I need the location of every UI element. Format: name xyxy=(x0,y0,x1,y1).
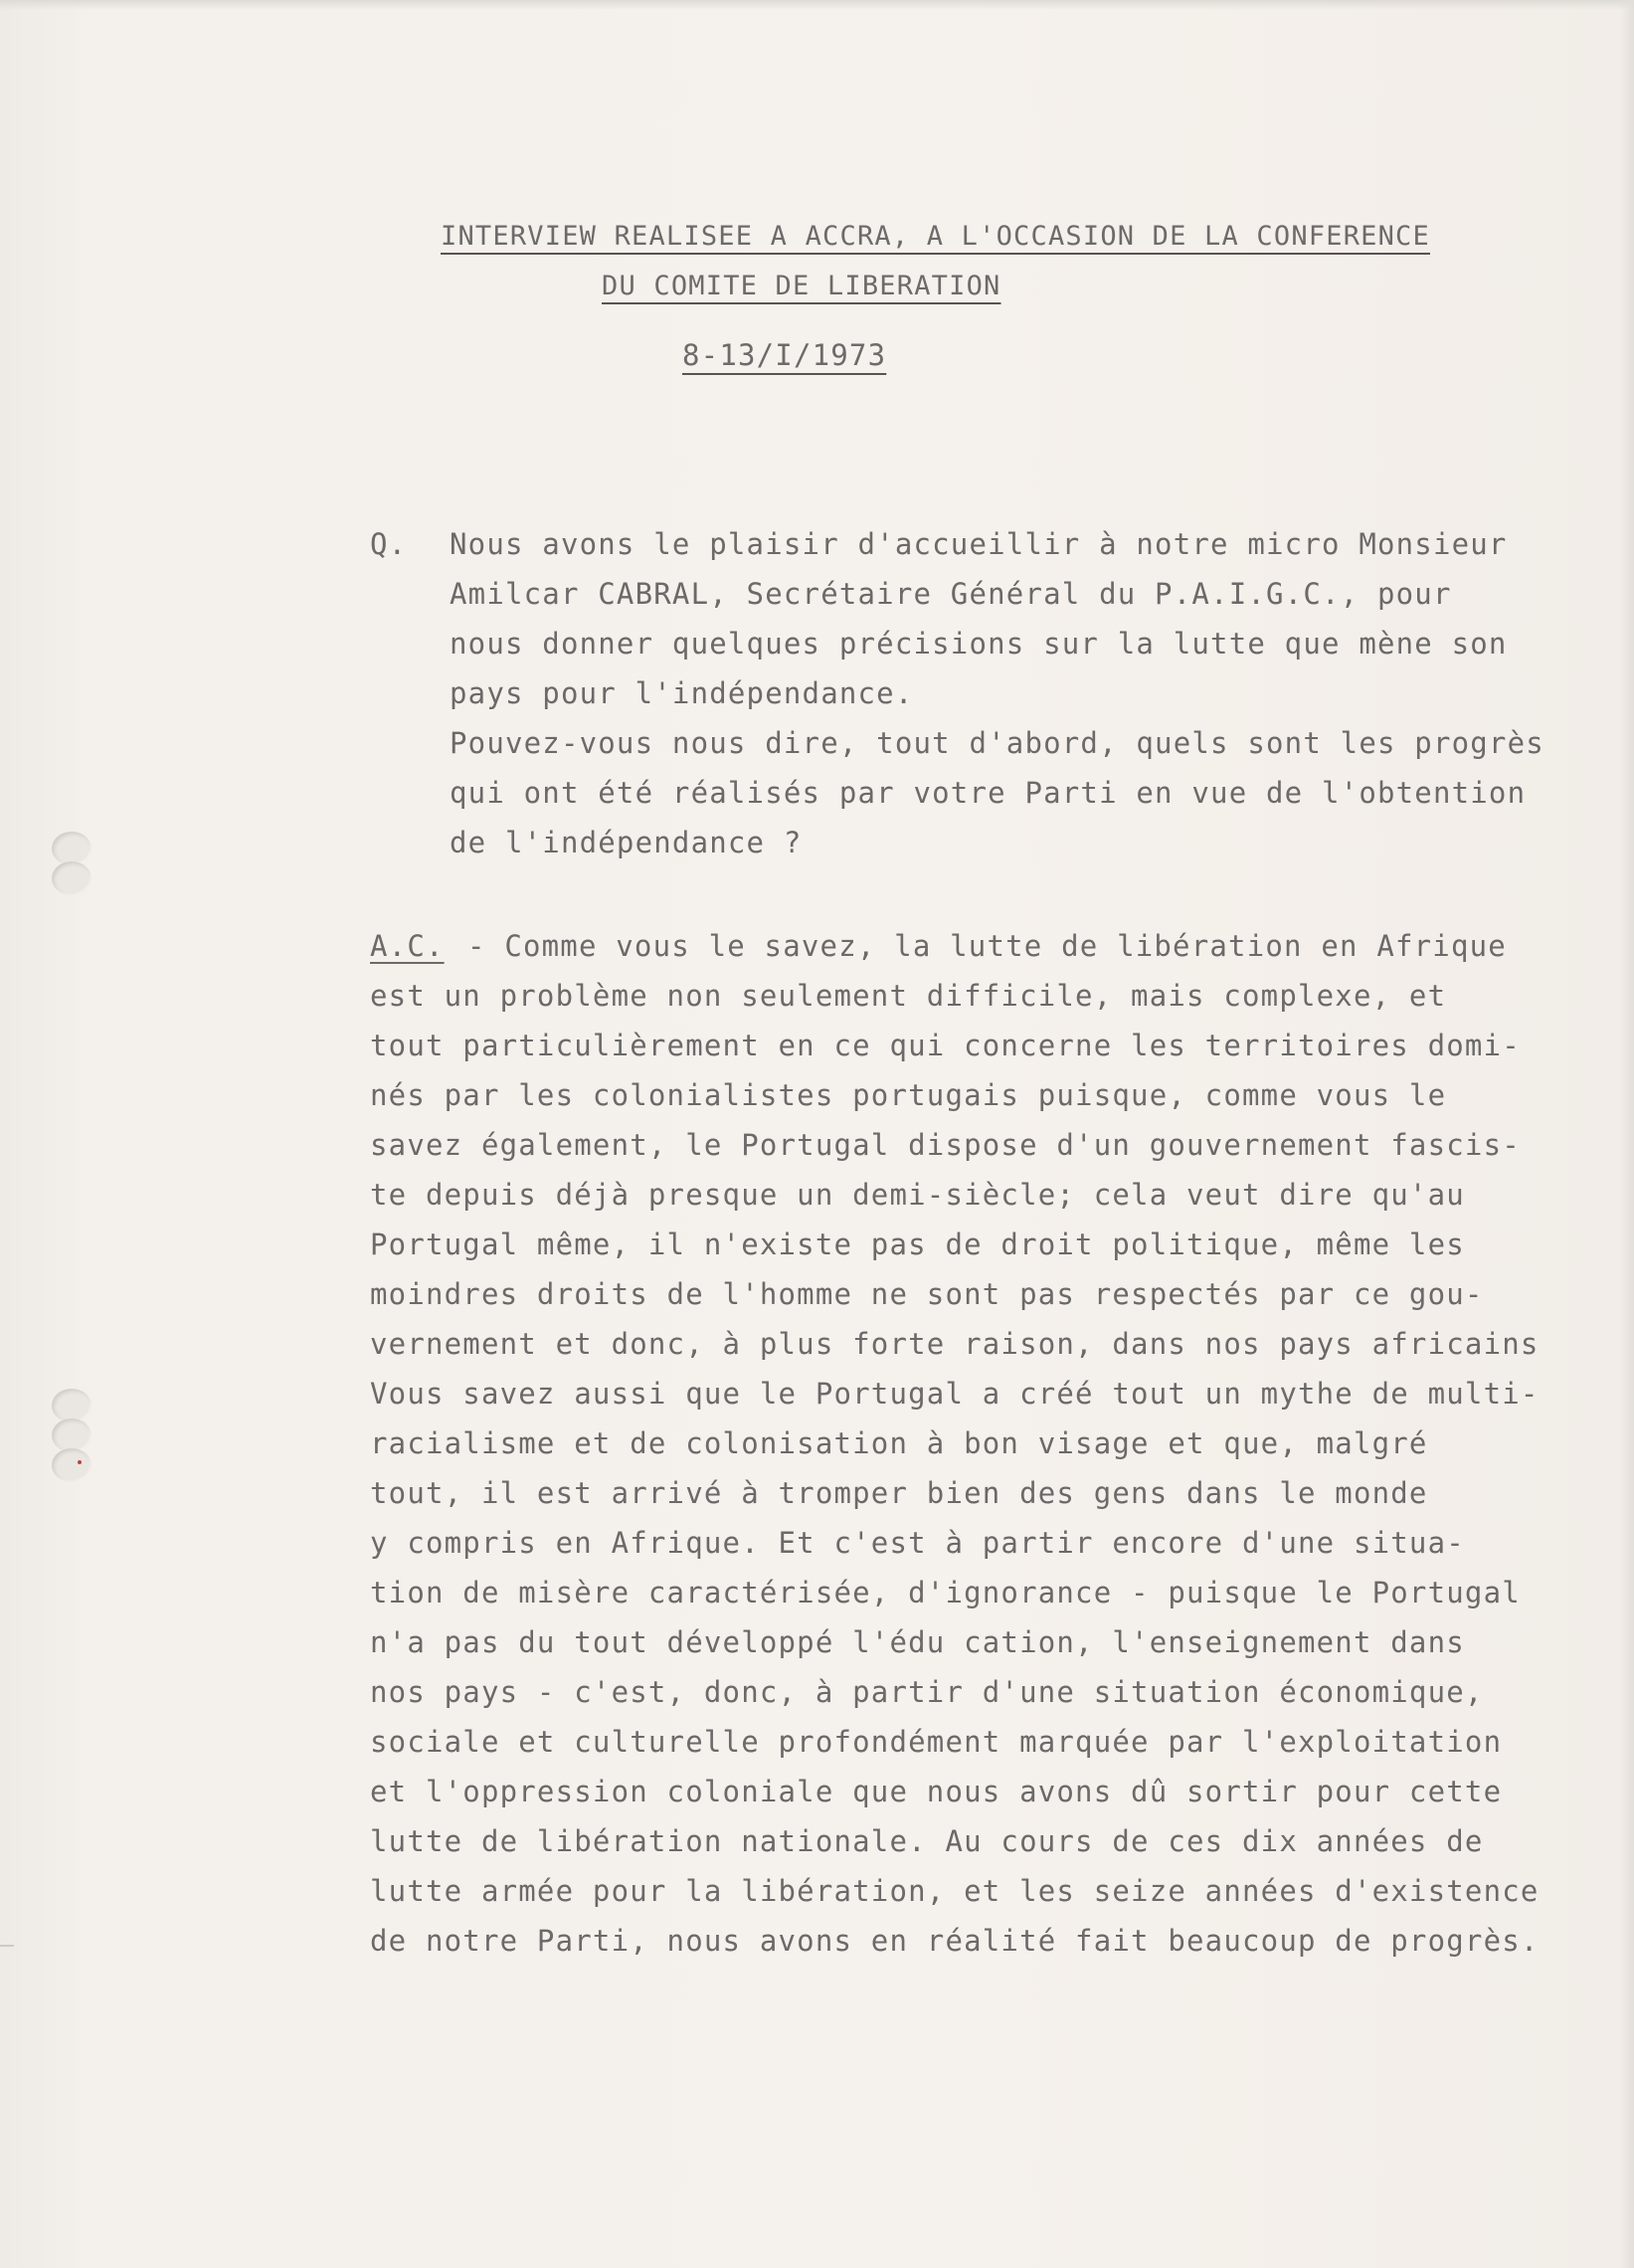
answer-line: est un problème non seulement difficile, mais complexe, et xyxy=(370,979,1447,1013)
red-ink-dot xyxy=(78,1460,82,1464)
answer-line: Vous savez aussi que le Portugal a créé tout un mythe de multi- xyxy=(370,1377,1540,1411)
punch-hole-3 xyxy=(52,1389,91,1422)
question-text xyxy=(450,527,1544,875)
answer-line: tout particulièrement en ce qui concerne les territoires domi- xyxy=(370,1029,1521,1062)
document-title-line-1: INTERVIEW REALISEE A ACCRA, A L'OCCASION DE LA CONFERENCE xyxy=(441,221,1430,252)
document-title-line-2: DU COMITE DE LIBERATION xyxy=(602,271,1001,301)
answer-line: moindres droits de l'homme ne sont pas respectés par ce gou- xyxy=(370,1277,1484,1311)
answer-line: et l'oppression coloniale que nous avons dû sortir pour cette xyxy=(370,1775,1503,1808)
answer-line: racialisme et de colonisation à bon visage et que, malgré xyxy=(370,1426,1428,1460)
answer-line: sociale et culturelle profondément marquée par l'exploitation xyxy=(370,1725,1503,1759)
answer-line: y compris en Afrique. Et c'est à partir encore d'une situa- xyxy=(370,1526,1465,1560)
answer-line: lutte de libération nationale. Au cours de ces dix années de xyxy=(370,1824,1484,1858)
answer-line: Portugal même, il n'existe pas de droit politique, même les xyxy=(370,1228,1465,1261)
answer-first-line: - Comme vous le savez, la lutte de libération en Afrique xyxy=(467,929,1507,963)
punch-hole-1 xyxy=(52,832,91,865)
question-line: Pouvez-vous nous dire, tout d'abord, quels sont les progrès xyxy=(450,726,1544,760)
answer-line: de notre Parti, nous avons en réalité fait beaucoup de progrès. xyxy=(370,1924,1540,1958)
answer-line: lutte armée pour la libération, et les seize années d'existence xyxy=(370,1874,1540,1908)
paper-top-shadow xyxy=(0,0,1634,10)
question-line: qui ont été réalisés par votre Parti en vue de l'obtention xyxy=(450,776,1527,810)
answer-line: te depuis déjà presque un demi-siècle; cela veut dire qu'au xyxy=(370,1178,1465,1212)
answer-line: nos pays - c'est, donc, à partir d'une situation économique, xyxy=(370,1675,1484,1709)
margin-mark xyxy=(0,1945,14,1947)
punch-hole-4 xyxy=(52,1418,91,1452)
document-date: 8-13/I/1973 xyxy=(682,338,887,372)
punch-hole-2 xyxy=(52,861,91,895)
question-line: Amilcar CABRAL, Secrétaire Général du P.A.I.G.C., pour xyxy=(450,577,1452,611)
answer-label: A.C. xyxy=(370,929,445,963)
answer-line: tion de misère caractérisée, d'ignorance - puisque le Portugal xyxy=(370,1576,1521,1609)
answer-line: n'a pas du tout développé l'édu cation, l'enseignement dans xyxy=(370,1625,1465,1659)
question-line: Nous avons le plaisir d'accueillir à notre micro Monsieur xyxy=(450,527,1508,561)
question-line: pays pour l'indépendance. xyxy=(450,676,914,710)
question-label: Q. xyxy=(370,527,408,561)
answer-line: nés par les colonialistes portugais puisque, comme vous le xyxy=(370,1078,1447,1112)
paper-right-shadow xyxy=(1620,0,1634,2268)
punch-hole-5 xyxy=(52,1448,91,1482)
question-line: de l'indépendance ? xyxy=(450,826,803,859)
answer-line: vernement et donc, à plus forte raison, dans nos pays africains xyxy=(370,1327,1540,1361)
answer-line: tout, il est arrivé à tromper bien des gens dans le monde xyxy=(370,1476,1428,1510)
answer-text xyxy=(370,979,1540,1974)
answer-line: savez également, le Portugal dispose d'un gouvernement fascis- xyxy=(370,1128,1521,1162)
question-line: nous donner quelques précisions sur la lutte que mène son xyxy=(450,627,1508,661)
